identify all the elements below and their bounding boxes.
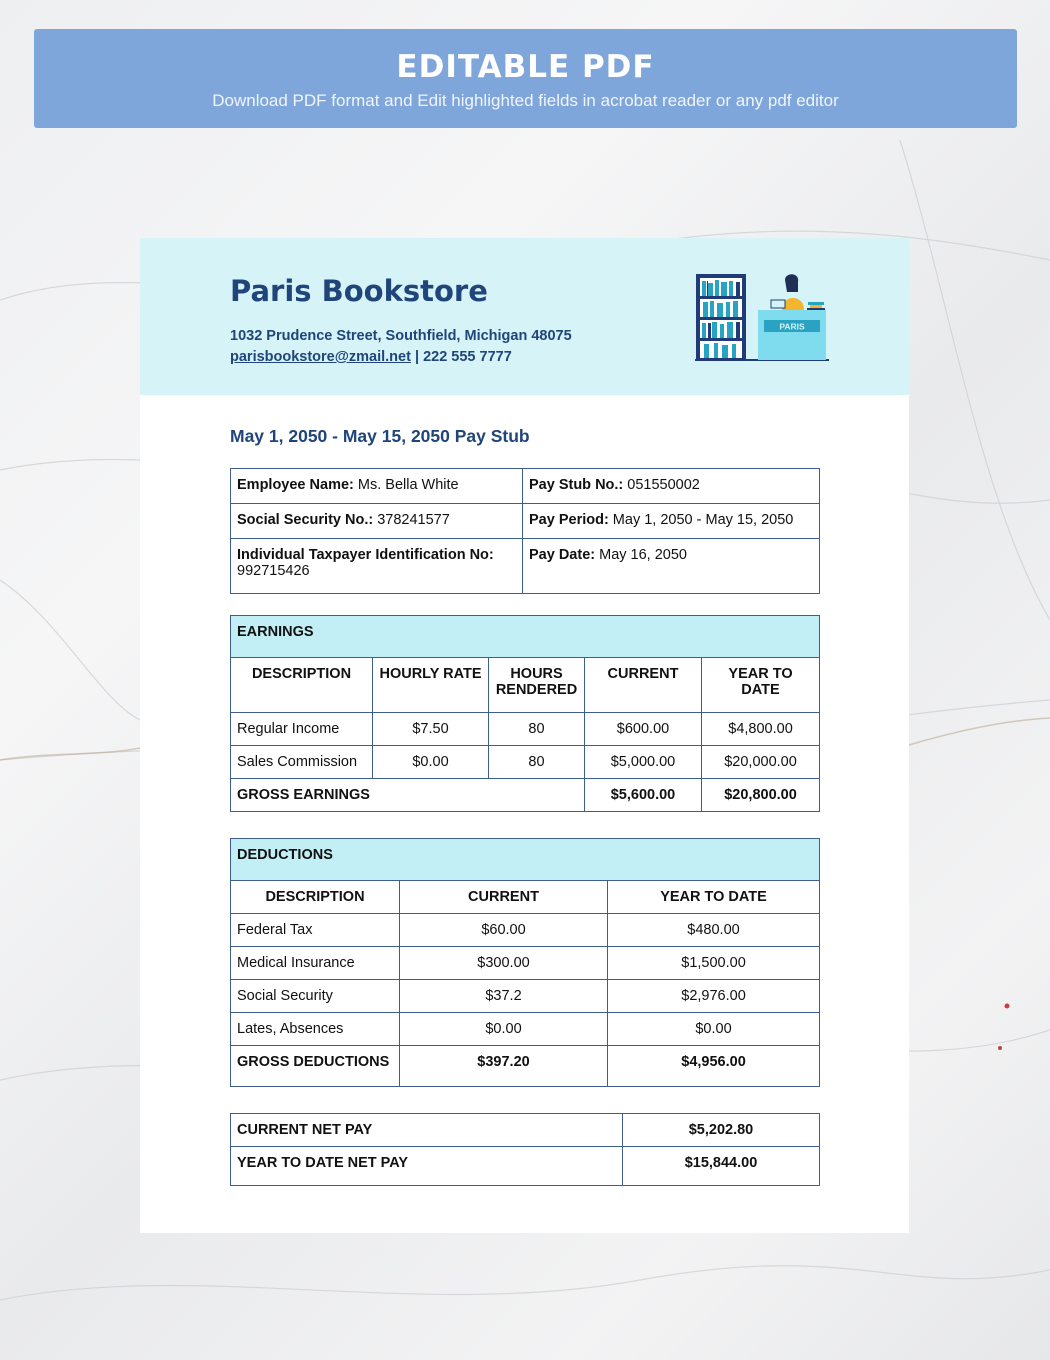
gross-earnings-ytd[interactable]: $20,800.00 <box>702 779 820 812</box>
table-cell[interactable]: $37.2 <box>400 980 608 1013</box>
field-label: Pay Date: <box>529 547 596 563</box>
field-value: May 1, 2050 - May 15, 2050 <box>608 512 794 528</box>
table-row <box>231 1013 820 1046</box>
pay-period-cell[interactable] <box>523 504 820 539</box>
table-cell[interactable]: $0.00 <box>400 1013 608 1046</box>
table-row <box>231 881 820 914</box>
table-cell[interactable]: $480.00 <box>608 914 820 947</box>
table-row <box>231 980 820 1013</box>
table-cell[interactable]: 80 <box>489 746 585 779</box>
table-row <box>231 779 820 812</box>
table-cell[interactable]: $4,800.00 <box>702 713 820 746</box>
earnings-heading: EARNINGS <box>231 616 820 658</box>
field-label: Social Security No.: <box>237 512 374 528</box>
bookstore-illustration-icon <box>692 272 832 364</box>
field-value: 992715426 <box>237 563 310 579</box>
table-cell[interactable]: $20,000.00 <box>702 746 820 779</box>
table-row <box>231 1114 820 1147</box>
gross-earnings-label: GROSS EARNINGS <box>231 779 585 812</box>
column-header: YEAR TO DATE <box>608 881 820 914</box>
social-security-cell[interactable] <box>231 504 523 539</box>
table-cell[interactable]: $600.00 <box>585 713 702 746</box>
earnings-table <box>230 615 820 812</box>
company-phone[interactable]: 222 555 7777 <box>423 349 512 365</box>
column-header: CURRENT <box>400 881 608 914</box>
table-cell[interactable]: Social Security <box>231 980 400 1013</box>
employee-name-cell[interactable] <box>231 469 523 504</box>
deductions-table <box>230 838 820 1087</box>
gross-deductions-current[interactable]: $397.20 <box>400 1046 608 1087</box>
table-cell[interactable]: $0.00 <box>608 1013 820 1046</box>
table-cell[interactable]: $60.00 <box>400 914 608 947</box>
document-header <box>140 238 909 395</box>
table-row <box>231 839 820 881</box>
column-header: HOURLY RATE <box>373 658 489 713</box>
itin-cell[interactable] <box>231 539 523 594</box>
company-name[interactable]: Paris Bookstore <box>230 274 488 308</box>
table-cell[interactable]: 80 <box>489 713 585 746</box>
ytd-net-pay-value[interactable]: $15,844.00 <box>623 1147 820 1186</box>
table-row <box>231 658 820 713</box>
table-row <box>231 539 820 594</box>
column-header: HOURS RENDERED <box>489 658 585 713</box>
field-value: 378241577 <box>373 512 450 528</box>
banner-title: EDITABLE PDF <box>396 49 655 85</box>
table-row <box>231 914 820 947</box>
counter-sign-text: PARIS <box>779 321 805 332</box>
company-email-link[interactable]: parisbookstore@zmail.net <box>230 349 411 365</box>
pay-date-cell[interactable] <box>523 539 820 594</box>
editable-pdf-banner <box>34 29 1017 128</box>
table-cell[interactable]: $2,976.00 <box>608 980 820 1013</box>
column-header: CURRENT <box>585 658 702 713</box>
field-label: Individual Taxpayer Identification No: <box>237 547 494 563</box>
gross-earnings-current[interactable]: $5,600.00 <box>585 779 702 812</box>
company-contact <box>230 349 512 365</box>
banner-subtitle: Download PDF format and Edit highlighted fields in acrobat reader or any pdf editor <box>212 91 839 110</box>
table-row <box>231 1147 820 1186</box>
table-cell[interactable]: $1,500.00 <box>608 947 820 980</box>
table-cell[interactable]: Medical Insurance <box>231 947 400 980</box>
company-address[interactable]: 1032 Prudence Street, Southfield, Michigan 48075 <box>230 328 572 344</box>
pay-stub-document <box>140 238 909 1233</box>
field-label: Pay Period: <box>529 512 609 528</box>
employee-info-table <box>230 468 820 594</box>
table-row <box>231 947 820 980</box>
table-row <box>231 504 820 539</box>
field-label: Pay Stub No.: <box>529 477 624 493</box>
net-pay-table <box>230 1113 820 1186</box>
field-value: Ms. Bella White <box>353 477 459 493</box>
field-value: May 16, 2050 <box>595 547 687 563</box>
column-header: DESCRIPTION <box>231 658 373 713</box>
pay-stub-title[interactable]: May 1, 2050 - May 15, 2050 Pay Stub <box>230 426 530 446</box>
current-net-pay-label: CURRENT NET PAY <box>231 1114 623 1147</box>
column-header: DESCRIPTION <box>231 881 400 914</box>
table-row <box>231 713 820 746</box>
deductions-heading: DEDUCTIONS <box>231 839 820 881</box>
table-cell[interactable]: Regular Income <box>231 713 373 746</box>
table-row <box>231 616 820 658</box>
table-cell[interactable]: $7.50 <box>373 713 489 746</box>
current-net-pay-value[interactable]: $5,202.80 <box>623 1114 820 1147</box>
field-value: 051550002 <box>623 477 700 493</box>
table-cell[interactable]: $5,000.00 <box>585 746 702 779</box>
field-label: Employee Name: <box>237 477 354 493</box>
table-cell[interactable]: $0.00 <box>373 746 489 779</box>
table-cell[interactable]: Sales Commission <box>231 746 373 779</box>
gross-deductions-label: GROSS DEDUCTIONS <box>231 1046 400 1087</box>
contact-separator: | <box>410 349 424 365</box>
pay-stub-number-cell[interactable] <box>523 469 820 504</box>
ytd-net-pay-label: YEAR TO DATE NET PAY <box>231 1147 623 1186</box>
column-header: YEAR TO DATE <box>702 658 820 713</box>
table-row <box>231 469 820 504</box>
table-cell[interactable]: Federal Tax <box>231 914 400 947</box>
table-cell[interactable]: Lates, Absences <box>231 1013 400 1046</box>
gross-deductions-ytd[interactable]: $4,956.00 <box>608 1046 820 1087</box>
table-cell[interactable]: $300.00 <box>400 947 608 980</box>
table-row <box>231 1046 820 1087</box>
table-row <box>231 746 820 779</box>
